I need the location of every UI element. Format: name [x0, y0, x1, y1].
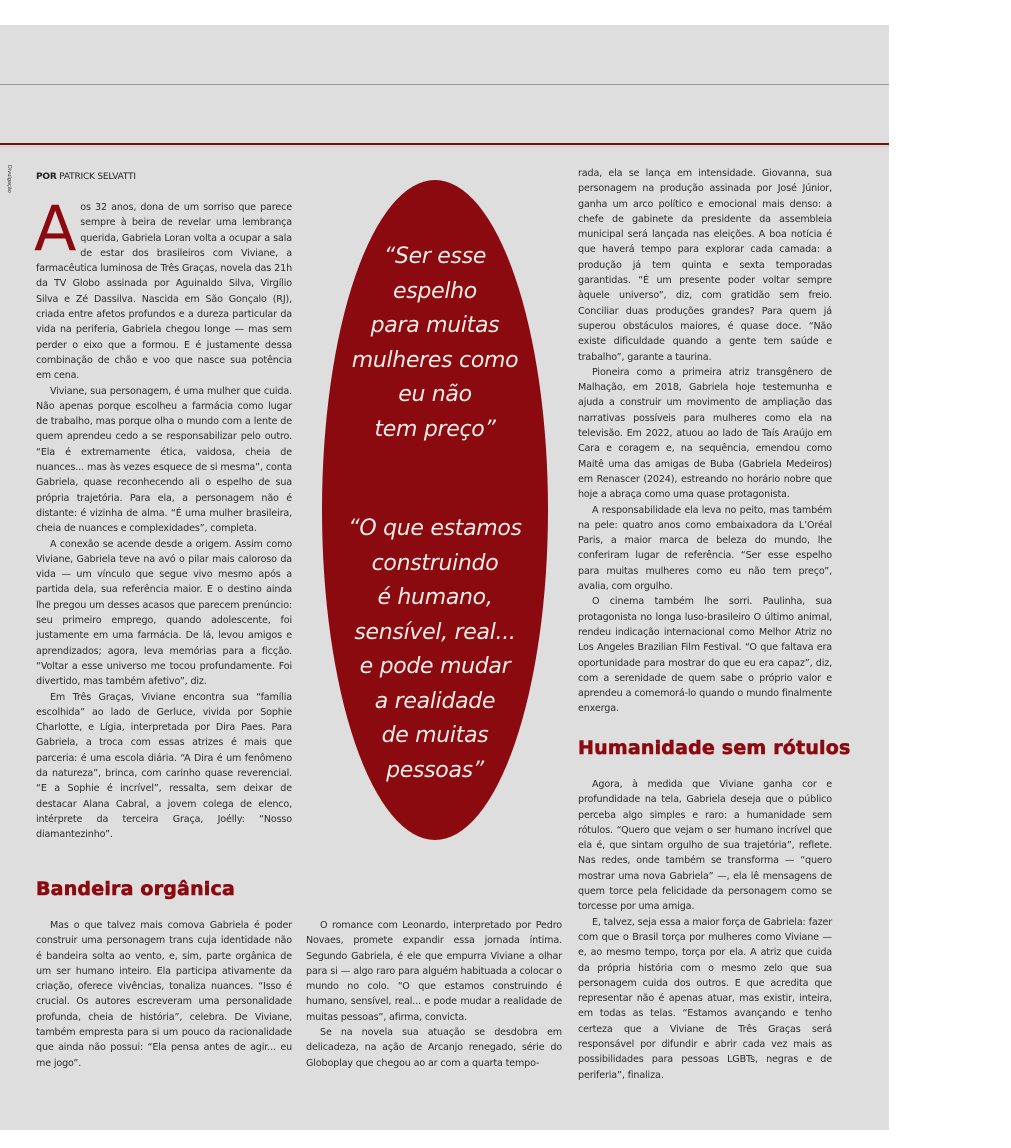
subhead-humanidade-sem-rotulos: Humanidade sem rótulos: [578, 737, 851, 759]
article-column-2-bottom: [306, 918, 562, 1071]
pullquote-line: e pode mudar: [359, 654, 511, 679]
article-paragraph: O romance com Leonardo, interpretado por Pedro Novaes, promete expandir essa jornada íntima. Segundo Gabriela, é ele que empurra Viviane a olhar para si — algo raro para alguém habituada a colocar o mundo no colo. “O que estamos construindo é humano, sensível, real... e pode mudar a realidade de muitas pessoas”, afirma, convicta.: [306, 920, 562, 1023]
byline-prefix: POR: [36, 172, 57, 182]
drop-cap: A: [34, 192, 77, 265]
pullquote-line: tem preço”: [374, 416, 496, 442]
pullquote-line: de muitas: [381, 723, 489, 748]
subhead-bandeira-organica: Bandeira orgânica: [36, 878, 236, 900]
byline: [36, 172, 136, 182]
article-paragraph: Em Três Graças, Viviane encontra sua “família escolhida” ao lado de Gerluce, vivida por Sophie Charlotte, e Lígia, interpretada por Dira Paes. Para Gabriela, a troca com essas atrizes é mais que parceria: é uma escola diária. “A Dira é um fenômeno da natureza”, brinca, com carinho quase reverencial. “E a Sophie é incrível”, ressalta, sem deixar de destacar Alana Cabral, a jovem colega de elenco, intérprete da terceira Graça, Joélly: “Nosso diamantezinho”.: [36, 691, 292, 841]
header-divider: [0, 84, 889, 85]
accent-rule-secondary: [0, 146, 889, 147]
photo-credit: Divulgação: [6, 165, 12, 193]
accent-rule: [0, 143, 889, 145]
pullquote-line: construindo: [371, 550, 499, 576]
article-paragraph: rada, ela se lança em intensidade. Giovanna, sua personagem na produção assinada por José Júnior, ganha um arco político e emocional mais denso: a chefe de gabinete da presidente da assembleia municipal será lançada nas eleições. A boa notícia é que haverá tempo para explorar cada camada: a produção já tem quinta e sexta temporadas garantidas. “É um presente poder voltar sempre àquele universo”, diz, com gratidão sem freio. Conciliar duas produções grandes? Para quem já superou obstáculos maiores, é quase doce. “Não existe dificuldade quando a gente tem saúde e trabalho”, garante a taurina.: [578, 168, 832, 363]
article-paragraph: Viviane, sua personagem, é uma mulher que cuida. Não apenas porque escolheu a farmácia como lugar de trabalho, mas porque olha o mundo com a lente de quem aprendeu cedo a se responsabilizar pelo outro. “Ela é extremamente ética, vaidosa, cheia de nuances... mas às vezes esquece de si mesma”, conta Gabriela, quase reconhecendo ali o espelho de sua própria trajetória. Para ela, a personagem não é distante: é vizinha de alma. “É uma mulher brasileira, cheia de nuances e complexidades”, completa.: [36, 385, 292, 535]
pullquote-2: [322, 512, 548, 788]
article-column-1: [34, 192, 292, 842]
article-paragraph: E, talvez, seja essa a maior força de Gabriela: fazer com que o Brasil torça por mulheres como Viviane — e, ao mesmo tempo, torça por ela. A atriz que cuida da própria história com o mesmo zelo que sua personagem cuida dos outros. E que acredita que representar não é apenas atuar, mas existir, inteira, em todas as telas. “Estamos avançando e tenho certeza que a Viviane de Três Graças será responsável por difundir e abrir cada vez mais as possibilidades para pessoas LGBTs, negras e de periferia”, finaliza.: [578, 916, 832, 1081]
article-paragraph: Aos 32 anos, dona de um sorriso que parece sempre à beira de revelar uma lembrança querida, Gabriela Loran volta a ocupar a sala de estar dos brasileiros com Viviane, a farmacêutica luminosa de Três Graças, novela das 21h da TV Globo assinada por Aguinaldo Silva, Virgílio Silva e Zé Dassilva. Nascida em São Gonçalo (RJ), criada entre afetos profundos e a dureza particular da vida na periferia, Gabriela chegou longe — mas sem perder o eixo que a formou. E é justamente dessa combinação de chão e voo que nasce sua potência em cena.: [34, 192, 292, 382]
article-column-3-bottom: [578, 777, 832, 1083]
pullquote-line: a realidade: [374, 688, 496, 714]
byline-author: PATRICK SELVATTI: [59, 172, 136, 182]
article-paragraph: O cinema também lhe sorri. Paulinha, sua protagonista no longa luso-brasileiro O último animal, rendeu indicação internacional como Melhor Atriz no Los Angeles Brazilian Film Festival. “O que faltava era oportunidade para mostrar do que eu era capaz”, diz, com a serenidade de quem sabe o próprio valor e aprendeu a comemorá-lo quando o mundo finalmente enxerga.: [578, 596, 832, 715]
article-column-3: [578, 166, 832, 717]
article-paragraph: Se na novela sua atuação se desdobra em delicadeza, na ação de Arcanjo renegado, série do Globoplay que chegou ao ar com a quarta tempo-: [306, 1027, 562, 1069]
pullquote-line: pessoas”: [386, 757, 484, 783]
pullquote-line: é humano,: [377, 585, 493, 610]
article-paragraph: A responsabilidade ela leva no peito, mas também na pele: quatro anos como embaixadora da L’Oréal Paris, a maior marca de beleza do mundo, lhe conferiram lugar de referência. “Ser esse espelho para muitas mulheres como eu não tem preço”, avalia, com orgulho.: [578, 504, 832, 593]
pullquote-line: para muitas: [370, 313, 500, 338]
article-paragraph: A conexão se acende desde a origem. Assim como Viviane, Gabriela teve na avó o pilar mais caloroso da vida — um vínculo que segue vivo mesmo após a partida dela, sua referência maior. E o destino ainda lhe pregou um desses acasos que parecem prenúncio: seu primeiro emprego, quando adolescente, foi justamente em uma farmácia. De lá, levou amigos e aprendizados; agora, leva memórias para a ficção. “Voltar a esse universo me tocou profundamente. Foi divertido, mas também afetivo”, diz.: [36, 538, 292, 688]
pullquote-1: [322, 240, 548, 447]
article-paragraph: Agora, à medida que Viviane ganha cor e profundidade na tela, Gabriela deseja que o público perceba algo simples e raro: a humanidade sem rótulos. “Quero que vejam o ser humano incrível que ela é, que sintam orgulho de sua trajetória”, reflete. Nas redes, onde também se transforma — “quero mostrar uma nova Gabriela” —, ela lê mensagens de quem torce pela felicidade da personagem como se torcesse por uma amiga.: [578, 779, 832, 913]
pullquote-line: mulheres como: [351, 347, 519, 373]
pullquote-line: “O que estamos: [348, 516, 522, 541]
article-paragraph: Mas o que talvez mais comova Gabriela é poder construir uma personagem trans cuja identidade não é bandeira solta ao vento, e, sim, parte orgânica de um ser humano inteiro. Ela participa ativamente da criação, oferece vivências, tonaliza nuances. “Isso é crucial. Os autores escreveram uma personalidade profunda, cheia de história”, celebra. De Viviane, também empresta para si um pouco da racionalidade que ainda não possui: “Ela pensa antes de agir... eu me jogo”.: [36, 920, 292, 1069]
pullquote-line: sensível, real...: [354, 619, 516, 645]
article-paragraph: Pioneira como a primeira atriz transgênero de Malhação, em 2018, Gabriela hoje testemunha e ajuda a construir um movimento de ampliação das narrativas possíveis para mulheres como ela na televisão. Em 2022, atuou ao lado de Taís Araújo em Cara e coragem e, na sequência, emendou como Maitê uma das amigas de Buba (Gabriela Medeiros) em Renascer (2024), estreando no horário nobre que hoje a abraça como uma quase protagonista.: [578, 366, 832, 501]
pullquote-line: “Ser esse: [383, 244, 487, 269]
pullquote-line: eu não: [398, 382, 472, 407]
pullquote-line: espelho: [393, 278, 477, 304]
article-column-1-bottom: [36, 918, 292, 1071]
